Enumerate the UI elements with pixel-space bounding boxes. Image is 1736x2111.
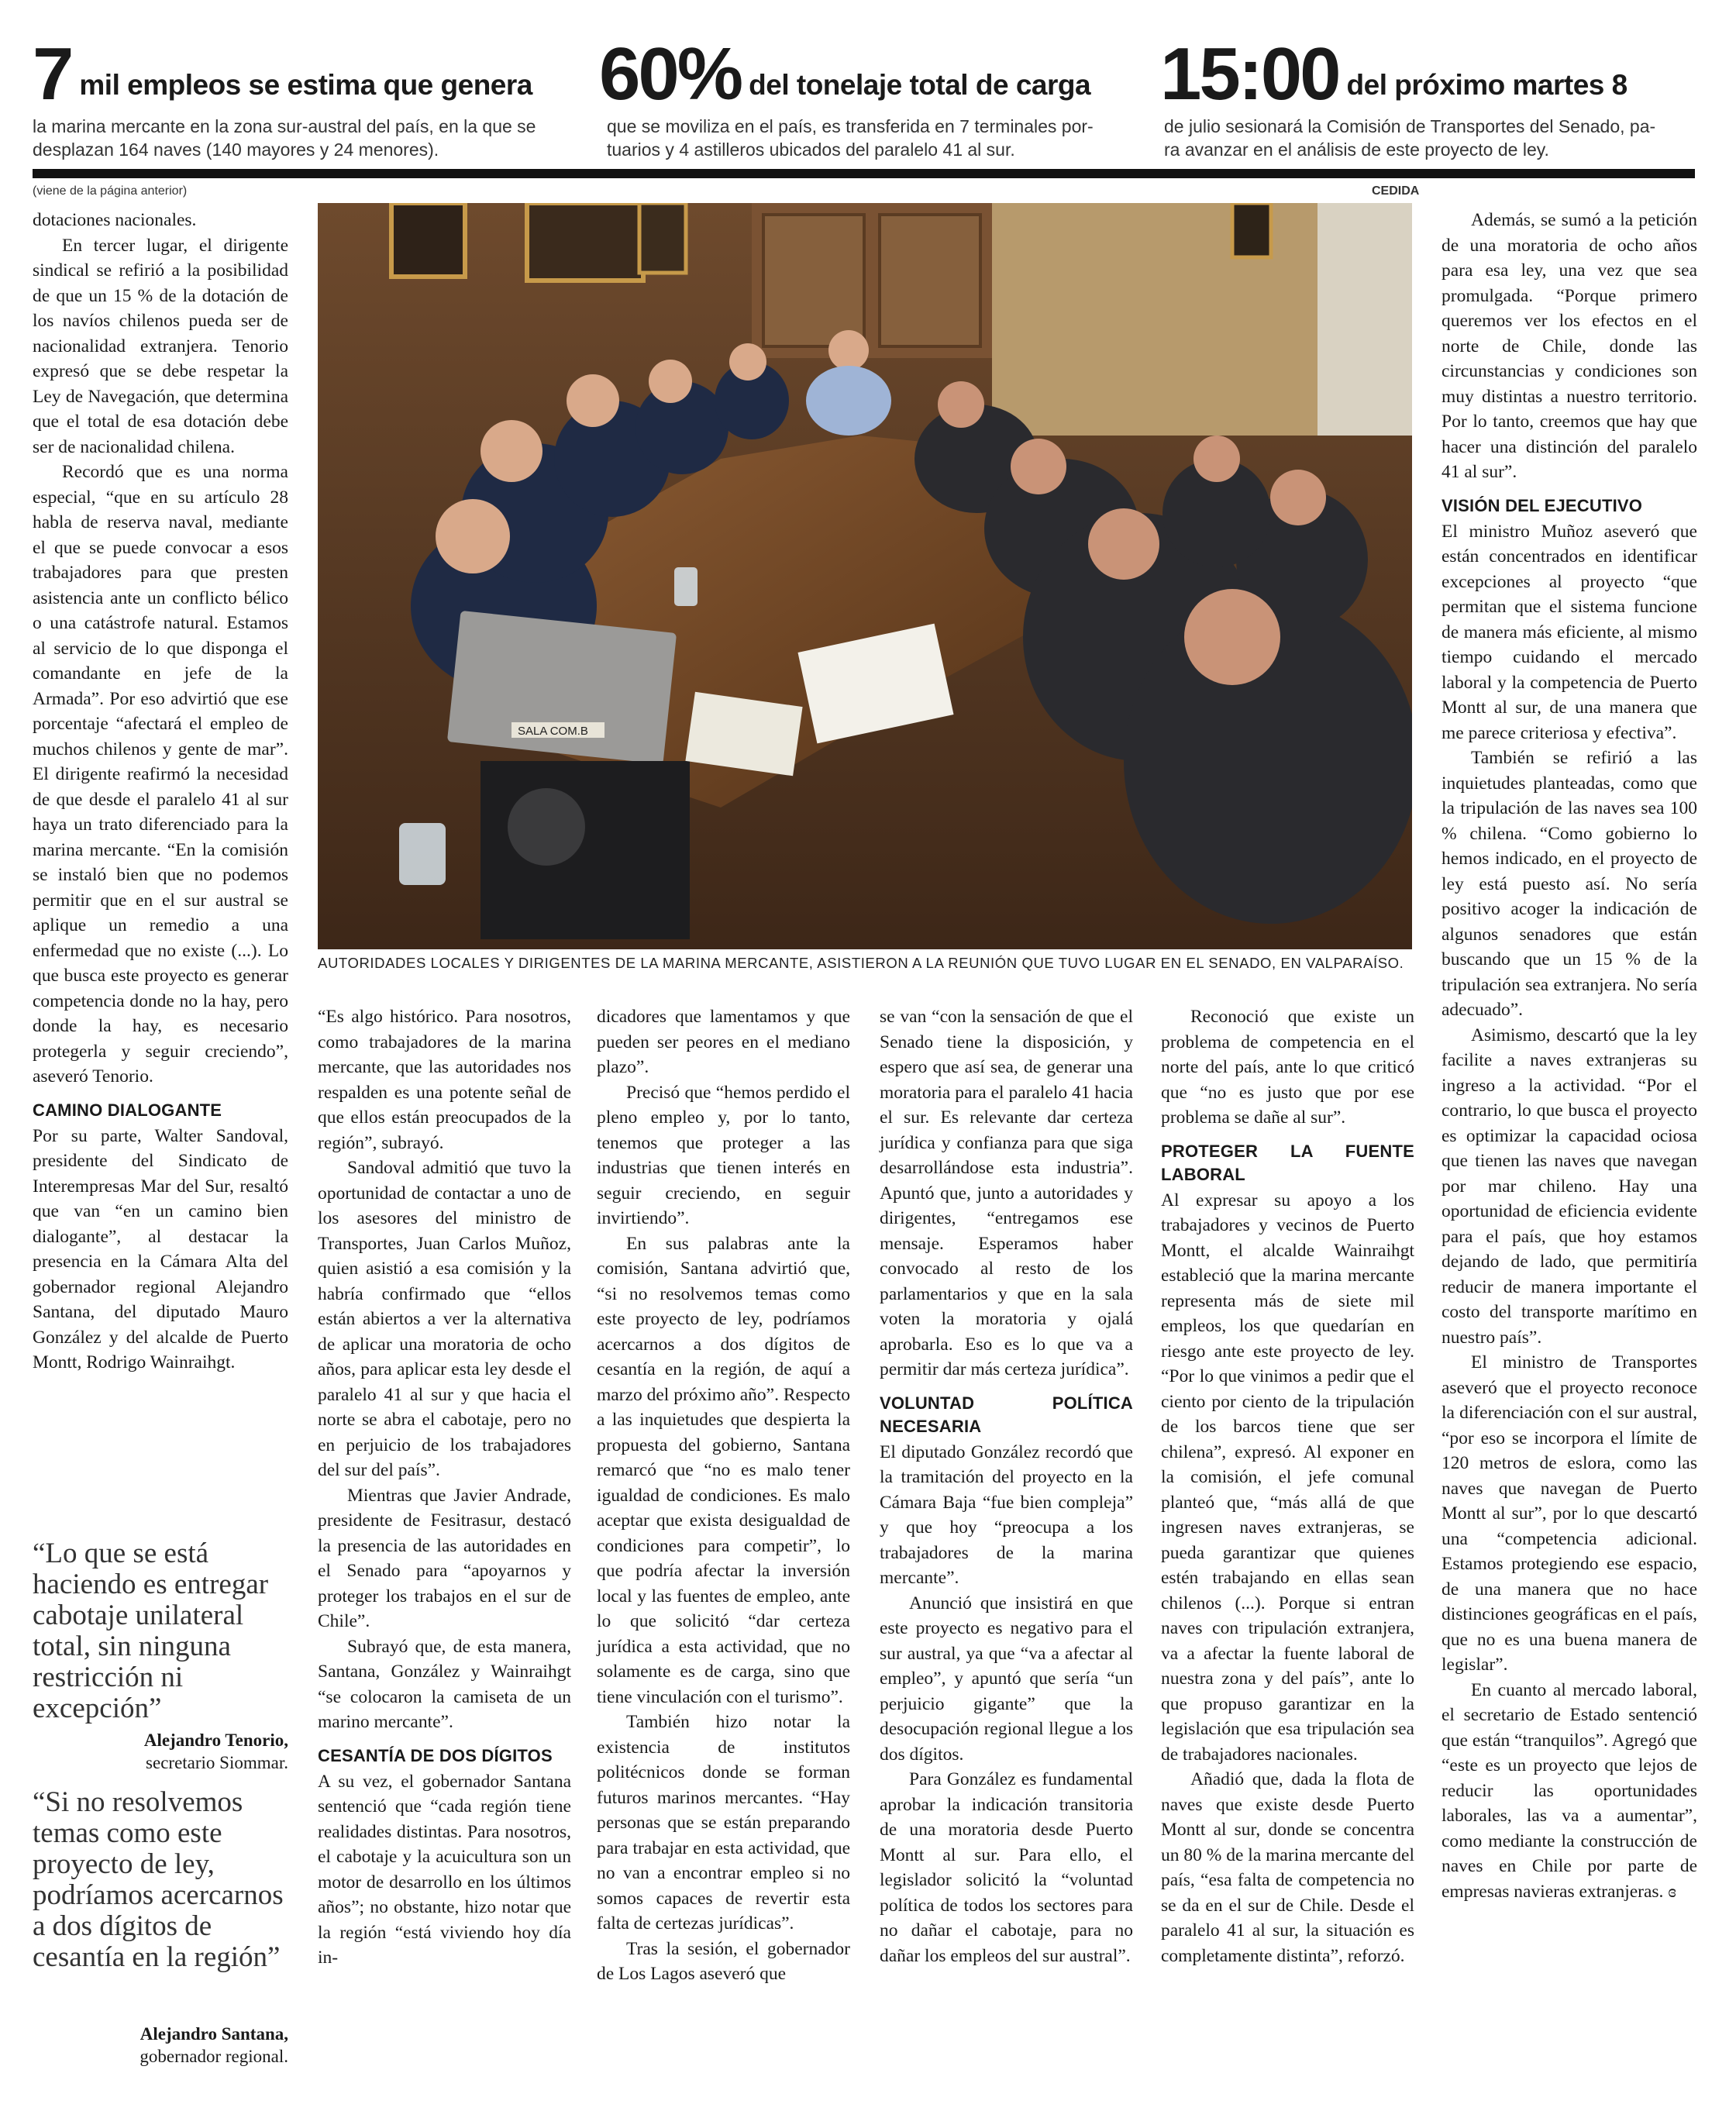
stat-session-time xyxy=(1160,33,1703,160)
section-heading: VOLUNTAD POLÍTICA NECESARIA xyxy=(880,1393,1133,1436)
end-mark-icon: ɞ xyxy=(1668,1881,1676,1902)
section-heading: CAMINO DIALOGANTE xyxy=(33,1100,222,1120)
stat-big-number: 60% xyxy=(599,33,742,115)
paragraph: Sandoval admitió que tuvo la oportunidad de contactar a uno de los asesores del ministro de Transportes, Juan Carlos Muñoz, quien asistió a esa comisión y la habría confirmado que “ellos están abiertos a ver la alternativa de aplicar una moratoria de ocho años, para aplicar esta ley desde el paralelo 41 al sur y que hacia el norte se abra el cabotaje, pero no en perjuicio de los trabajadores del sur del país”. xyxy=(318,1158,571,1480)
paragraph: Anunció que insistirá en que este proyecto es negativo para el sur austral, ya que “va a afectar al empleo”, y apuntó que sería “un perjuicio gigante” que la desocupación regional llegue a los dos dígitos. xyxy=(880,1593,1133,1765)
paragraph: Reconoció que existe un problema de competencia en el norte del país, ante lo que criticó que “no es justo que por ese problema se dañe al sur”. xyxy=(1161,1007,1414,1128)
paragraph: Subrayó que, de esta manera, Santana, González y Wainraihgt “se colocaron la camiseta de un marino mercante”. xyxy=(318,1636,571,1732)
paragraph: Tras la sesión, el gobernador de Los Lagos aseveró que xyxy=(597,1938,850,1984)
stat-tonnage xyxy=(599,33,1149,160)
paragraph: El ministro Muñoz aseveró que están concentrados en identificar excepciones al proyecto “que permitan que el sistema funcione de manera más eficiente, al mismo tiempo cuidando el mercado laboral y la competencia de Puerto Montt al sur, de una manera que me parece criteriosa y efectiva”. xyxy=(1442,521,1697,743)
paragraph: Para González es fundamental aprobar la indicación transitoria de una moratoria desde Puerto Montt al sur. Para ello, el legislador solicitó la “voluntad política de todos los sectores para no dañar el cabotaje, para no dañar los empleos del sur austral”. xyxy=(880,1769,1133,1966)
stat-sub: la marina mercante en la zona sur-austral del país, en la que se desplazan 164 naves (140 mayores y 24 menores). xyxy=(33,116,536,160)
stat-big-number: 15:00 xyxy=(1160,33,1339,115)
article-column-6 xyxy=(1442,208,1697,1904)
stat-lead: del próximo martes 8 xyxy=(1346,69,1628,101)
paragraph: Recordó que es una norma especial, “que en su artículo 28 habla de reserva naval, mediante el que se puede convocar a esos trabajadores para que presten asistencia ante un conflicto bélico o una catástrofe natural. Estamos al servicio de lo que disponga el comandante en jefe de la Armada”. Por eso advirtió que ese porcentaje “afectará el empleo de muchos chilenos y gente de mar”. El dirigente reafirmó la necesidad de que desde el paralelo 41 al sur haya un trato diferenciado para la marina mercante. “En la comisión se instaló bien que no podemos permitir que en el sur austral se aplique un remedio a una enfermedad que no existe (...). Lo que busca este proyecto es generar competencia donde no la hay, pero donde la hay, es necesario protegerla y seguir creciendo”, aseveró Tenorio. xyxy=(33,462,288,1086)
paragraph: “Es algo histórico. Para nosotros, como trabajadores de la marina mercante, que las autoridades nos respalden es una potente señal de que ellos están preocupados de la región”, subrayó. xyxy=(318,1007,571,1153)
article-column-3 xyxy=(597,1004,850,1987)
section-heading: VISIÓN DEL EJECUTIVO xyxy=(1442,495,1643,515)
paragraph: Asimismo, descartó que la ley facilite a naves extranjeras su ingreso a la actividad. “Por el contrario, lo que busca el proyecto es optimizar la capacidad ociosa que tienen las naves que navegan por mar chileno. Hay una oportunidad de eficiencia evidente para el país, que hoy estamos dejando de lado, que permitiría reducir de manera importante el costo del transporte marítimo en nuestro país”. xyxy=(1442,1025,1697,1348)
stat-employment xyxy=(33,33,575,160)
section-heading: CESANTÍA DE DOS DÍGITOS xyxy=(318,1745,553,1765)
paragraph: dicadores que lamentamos y que pueden ser peores en el mediano plazo”. xyxy=(597,1007,850,1077)
stat-big-number: 7 xyxy=(33,33,72,115)
stat-lead: del tonelaje total de carga xyxy=(749,69,1091,101)
paragraph: En tercer lugar, el dirigente sindical se refirió a la posibilidad de que un 15 % de la dotación de los navíos chilenos pueda ser de nacionalidad extranjera. Tenorio expresó que se debe respetar la Ley de Navegación, que determina que el total de esa dotación debe ser de nacionalidad chilena. xyxy=(33,235,288,457)
quote-attribution: Alejandro Santana, gobernador regional. xyxy=(140,2024,288,2066)
paragraph: Mientras que Javier Andrade, presidente de Fesitrasur, destacó la presencia de las autoridades en el Senado para “apoyarnos y proteger los trabajos en el sur de Chile”. xyxy=(318,1485,571,1631)
paragraph: dotaciones nacionales. xyxy=(33,210,197,230)
paragraph: El ministro de Transportes aseveró que el proyecto reconoce la diferenciación con el sur austral, “por eso se incorpora el límite de 120 metros de eslora, como las naves que navegan de Puerto Montt al sur”, por lo que descartó una “competencia adicional. Estamos protegiendo ese espacio, de una manera que no hace distinciones geográficas en el país, que no es una buena manera de legislar”. xyxy=(1442,1352,1697,1675)
article-column-4 xyxy=(880,1004,1133,1968)
laptop-label: SALA COM.B xyxy=(518,725,588,738)
meeting-illustration xyxy=(318,203,1412,949)
paragraph: En cuanto al mercado laboral, el secretario de Estado sentenció que están “tranquilos”. Agregó que “este es un proyecto que lejos de reducir las oportunidades laborales, las va a aumentar”, como mediante la construcción de naves en Chile por parte de empresas navieras extranjeras. ɞ xyxy=(1442,1679,1697,1902)
prev-page-note: (viene de la página anterior) xyxy=(33,184,188,198)
paragraph: Al expresar su apoyo a los trabajadores y vecinos de Puerto Montt, el alcalde Wainraihgt estableció que la marina mercante representa más de siete mil empleos, los que quedarían en riesgo ante este proyecto de ley. “Por lo que vinimos a pedir que el ciento por ciento de la tripulación de los barcos tiene que ser chilena”, expresó. Al exponer en la comisión, el jefe comunal planteó que, “más allá de que ingresen naves extranjeras, se pueda garantizar que quienes estén trabajando en ellas sean chilenos (...). Porque si entran naves con tripulación extranjera, va a afectar la fuente laboral de nuestra zona y del país”, ante lo que propuso garantizar en la legislación que esa tripulación sea de trabajadores nacionales. xyxy=(1161,1190,1414,1765)
article-column-2 xyxy=(318,1004,571,1971)
photo-caption: AUTORIDADES LOCALES Y DIRIGENTES DE LA MARINA MERCANTE, ASISTIERON A LA REUNIÓN QUE TUVO LUGAR EN EL SENADO, EN VALPARAÍSO. xyxy=(318,955,1404,971)
photo-credit: CEDIDA xyxy=(1372,184,1420,198)
section-heading: PROTEGER LA FUENTE LABORAL xyxy=(1161,1141,1414,1184)
paragraph: Por su parte, Walter Sandoval, presidente del Sindicato de Interempresas Mar del Sur, resaltó que van “en un camino bien dialogante”, al destacar la presencia en la Cámara Alta del gobernador regional Alejandro Santana, del diputado Mauro González y del alcalde de Puerto Montt, Rodrigo Wainraihgt. xyxy=(33,1125,288,1372)
paragraph: El diputado González recordó que la tramitación del proyecto en la Cámara Baja “fue bien compleja” y que hoy “preocupa a los trabajadores de la marina mercante”. xyxy=(880,1441,1133,1588)
pull-quote-tenorio: “Lo que se está haciendo es entregar cabotaje unilateral total, sin ninguna restricción ni excepción” xyxy=(33,1538,269,1724)
quote-attribution: Alejandro Tenorio, secretario Siommar. xyxy=(143,1730,288,1772)
article-column-5 xyxy=(1161,1004,1414,1968)
header-rule xyxy=(33,169,1695,178)
stat-sub: de julio sesionará la Comisión de Transportes del Senado, pa- ra avanzar en el análisis de este proyecto de ley. xyxy=(1164,116,1656,160)
pull-quote-santana: “Si no resolvemos temas como este proyecto de ley, podríamos acercarnos a dos dígitos de cesantía en la región” xyxy=(33,1786,284,1973)
paragraph: Añadió que, dada la flota de naves que existe desde Puerto Montt al sur, donde se concentra un 80 % de la marina mercante del país, “esa falta de competencia no se da en el sur de Chile. Desde el paralelo 41 al sur, la situación es completamente distinta”, reforzó. xyxy=(1161,1769,1414,1966)
paragraph: A su vez, el gobernador Santana sentenció que “cada región tiene realidades distintas. Para nosotros, el cabotaje y la acuicultura son un motor de desarrollo en los últimos años”; no obstante, hizo notar que la región “está viviendo hoy día in- xyxy=(318,1771,571,1968)
article-column-1 xyxy=(33,208,288,1376)
paragraph: Precisó que “hemos perdido el pleno empleo y, por lo tanto, tenemos que proteger a las industrias que tienen interés en seguir creciendo, en seguir invirtiendo”. xyxy=(597,1082,850,1228)
paragraph: También hizo notar la existencia de institutos politécnicos donde se forman futuros marinos mercantes. “Hay personas que se están preparando para trabajar en esta actividad, que no van a encontrar empleo si no somos capaces de revertir esta falta de certezas jurídicas”. xyxy=(597,1712,850,1934)
paragraph: se van “con la sensación de que el Senado tiene la disposición, y espero que así sea, de generar una moratoria para el paralelo 41 hacia el sur. Es relevante dar certeza jurídica y confianza para que siga desarrollándose esta industria”. Apuntó que, junto a autoridades y dirigentes, “entregamos ese mensaje. Esperamos haber convocado al resto de los parlamentarios y que en la sala voten la moratoria y ojalá aprobarla. Eso es lo que va a permitir dar más certeza jurídica”. xyxy=(880,1007,1133,1379)
paragraph: En sus palabras ante la comisión, Santana advirtió que, “si no resolvemos temas como este proyecto de ley, podríamos acercarnos a dos dígitos de cesantía en la región, de aquí a marzo del próximo año”. Respecto a las inquietudes que despierta la propuesta del gobierno, Santana remarcó que “no es malo tener igualdad de condiciones. Es malo aceptar que exista desigualdad de condiciones para competir”, lo que podría afectar la inversión local y las fuentes de empleo, ante lo que solicitó “dar certeza jurídica a esta actividad, que no solamente es de carga, sino que tiene vinculación con el turismo”. xyxy=(597,1233,850,1707)
paragraph: Además, se sumó a la petición de una moratoria de ocho años para esa ley, una vez que sea promulgada. “Porque primero queremos ver los efectos en el norte de Chile, donde las circunstancias y condiciones son muy distintas a nuestro territorio. Por lo tanto, creemos que hay que hacer una distinción del paralelo 41 al sur”. xyxy=(1442,210,1697,482)
senate-meeting-photo xyxy=(318,203,1412,949)
paragraph: También se refirió a las inquietudes planteadas, como que la tripulación de las naves sea 100 % chilena. “Como gobierno lo hemos indicado, en el proyecto de ley está puesto así. No sería positivo acoger la indicación de algunos senadores que están buscando que un 15 % de la tripulación sea extranjera. No sería adecuado”. xyxy=(1442,748,1697,1020)
stat-lead: mil empleos se estima que genera xyxy=(79,69,532,101)
stat-sub: que se moviliza en el país, es transferida en 7 terminales por- tuarios y 4 astilleros ubicados del paralelo 41 al sur. xyxy=(607,116,1094,160)
